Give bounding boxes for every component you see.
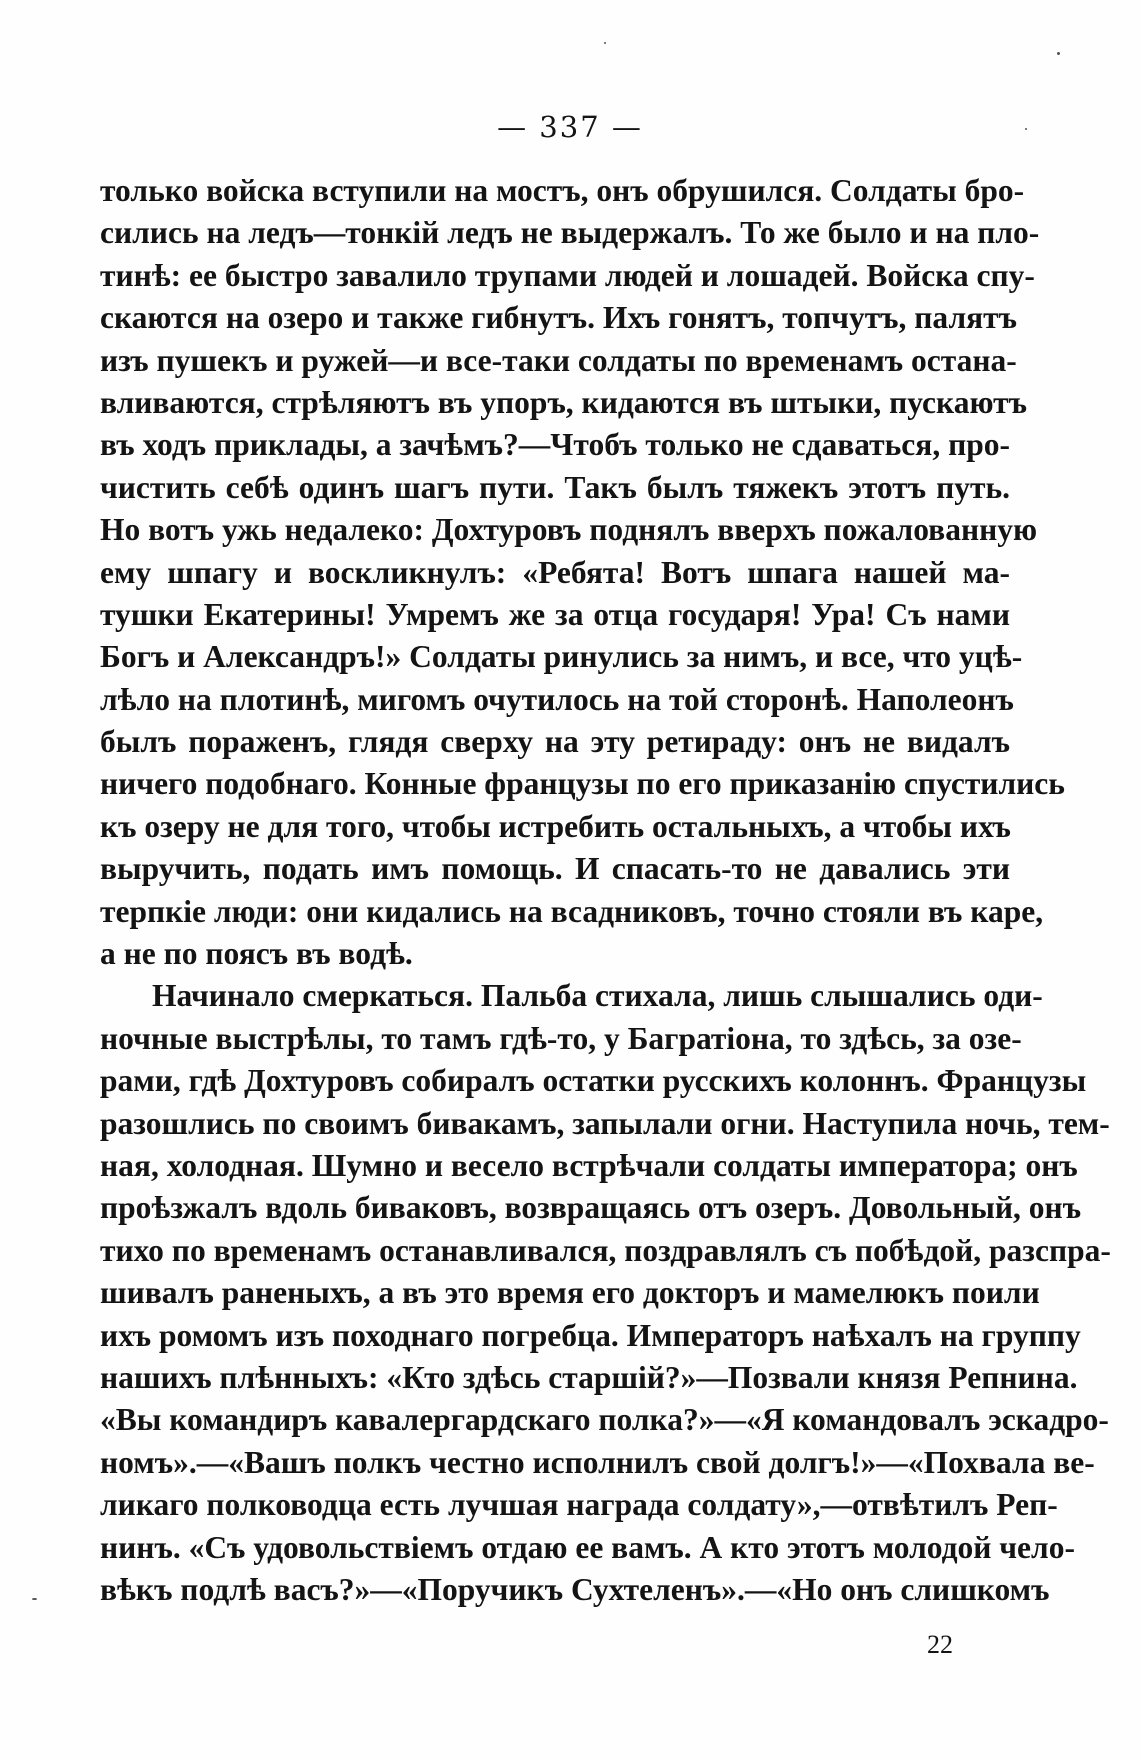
scan-speck: [32, 1598, 37, 1600]
scan-speck: [1057, 52, 1060, 55]
text-line: разошлись по своимъ бивакамъ, запылали огни. Наступила ночь, тем-: [100, 1105, 1110, 1141]
text-line: только войска вступили на мостъ, онъ обрушился. Солдаты бро-: [100, 173, 1025, 208]
text-line: выручить, подать имъ помощь. И спасать-то не давались эти: [100, 851, 1010, 887]
text-line: Богъ и Александръ!» Солдаты ринулись за нимъ, и все, что уцѣ-: [100, 639, 1023, 675]
scan-speck: [1025, 128, 1027, 130]
text-line: тинѣ: ее быстро завалило трупами людей и лошадей. Войска спу-: [100, 257, 1035, 293]
text-line: былъ пораженъ, глядя сверху на эту ретираду: онъ не видалъ: [100, 724, 1010, 760]
text-line: вливаются, стрѣляютъ въ упоръ, кидаются въ штыки, пускаютъ: [100, 384, 1027, 420]
text-line: ликаго полководца есть лучшая награда солдату»,—отвѣтилъ Реп-: [100, 1487, 1058, 1523]
text-line: шивалъ раненыхъ, а въ это время его докторъ и мамелюкъ поили: [100, 1275, 1040, 1311]
text-line: проѣзжалъ вдоль биваковъ, возвращаясь отъ озеръ. Довольный, онъ: [100, 1190, 1082, 1226]
text-line: скаются на озеро и также гибнутъ. Ихъ гонятъ, топчутъ, палятъ: [100, 300, 1018, 336]
text-line: въ ходъ приклады, а зачѣмъ?—Чтобъ только не сдаваться, про-: [100, 427, 1010, 463]
text-line: «Вы командиръ кавалергардскаго полка?»—«Я командовалъ эскадро-: [100, 1402, 1109, 1438]
text-line: ничего подобнаго. Конные французы по его приказанію спустились: [100, 766, 1065, 802]
text-line: тихо по временамъ останавливался, поздравлялъ съ побѣдой, разспра-: [100, 1232, 1111, 1268]
text-line: вѣкъ подлѣ васъ?»—«Поручикъ Сухтеленъ».—«Но онъ слишкомъ: [100, 1571, 1050, 1607]
text-line: сились на ледъ—тонкій ледъ не выдержалъ. То же было и на пло-: [100, 215, 1040, 251]
text-line: тушки Екатерины! Умремъ же за отца государя! Ура! Съ нами: [100, 596, 1010, 632]
text-line: ная, холодная. Шумно и весело встрѣчали солдаты императора; онъ: [100, 1147, 1078, 1183]
text-line: къ озеру не для того, чтобы истребить остальныхъ, а чтобы ихъ: [100, 808, 1011, 844]
text-line: нинъ. «Съ удовольствіемъ отдаю ее вамъ. А кто этотъ молодой чело-: [100, 1529, 1075, 1565]
text-line: ночные выстрѣлы, то тамъ гдѣ-то, у Багратіона, то здѣсь, за озе-: [100, 1020, 1022, 1056]
page-text-body: [100, 170, 1111, 1611]
text-line: ему шпагу и воскликнулъ: «Ребята! Вотъ шпага нашей ма-: [100, 554, 1010, 590]
text-line: нашихъ плѣнныхъ: «Кто здѣсь старшій?»—Позвали князя Репнина.: [100, 1359, 1078, 1395]
text-line: терпкіе люди: они кидались на всадниковъ, точно стояли въ каре,: [100, 893, 1044, 929]
text-line: номъ».—«Вашъ полкъ честно исполнилъ свой долгъ!»—«Похвала ве-: [100, 1444, 1095, 1480]
text-line: ихъ ромомъ изъ походнаго погребца. Императоръ наѣхалъ на группу: [100, 1317, 1081, 1353]
paragraph-start-line: Начинало смеркаться. Пальба стихала, лишь слышались оди-: [152, 978, 1043, 1014]
text-line: изъ пушекъ и ружей—и все-таки солдаты по временамъ остана-: [100, 342, 1017, 378]
text-line: лѣло на плотинѣ, мигомъ очутилось на той сторонѣ. Наполеонъ: [100, 681, 1014, 717]
text-line: чистить себѣ одинъ шагъ пути. Такъ былъ тяжекъ этотъ путь.: [100, 469, 1010, 505]
scan-speck: [604, 42, 606, 44]
text-line: рами, гдѣ Дохтуровъ собиралъ остатки русскихъ колоннъ. Французы: [100, 1063, 1087, 1099]
page-number-header: — 337 —: [497, 110, 643, 144]
paragraph-end-line: а не по поясъ въ водѣ.: [100, 936, 413, 972]
text-line: Но вотъ ужь недалеко: Дохтуровъ поднялъ вверхъ пожалованную: [100, 512, 1038, 548]
signature-mark: 22: [927, 1630, 953, 1659]
